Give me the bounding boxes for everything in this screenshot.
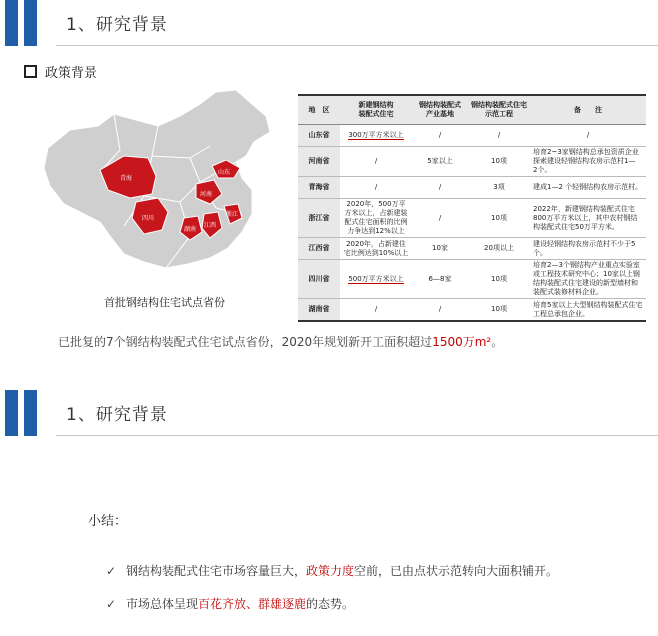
cell-demo-project: 10项	[468, 147, 530, 177]
table-row	[298, 260, 646, 299]
square-bullet-icon	[24, 65, 37, 78]
header-accent-bar	[24, 390, 37, 436]
underlined-value: 300万平方米以上	[348, 131, 404, 139]
china-map	[40, 86, 280, 276]
cell-notes: 培育5家以上大型钢结构装配式住宅工程总承包企业。	[530, 299, 646, 322]
header-region: 地 区	[298, 95, 340, 125]
header-new-housing: 新建钢结构 装配式住宅	[340, 95, 412, 125]
cell-new-housing: /	[340, 299, 412, 322]
slide-title: 1、研究背景	[66, 405, 168, 425]
cell-province: 湖南省	[298, 299, 340, 322]
header-divider	[56, 435, 658, 436]
header-notes: 备 注	[530, 95, 646, 125]
cell-province: 四川省	[298, 260, 340, 299]
map-label-qinghai: 青海	[120, 176, 133, 182]
table-header-row	[298, 95, 646, 125]
cell-province: 山东省	[298, 125, 340, 147]
bullet-text: 空前，已由点状示范转向大面积铺开。	[354, 564, 559, 578]
map-label-henan: 河南	[200, 192, 213, 198]
checkmark-icon: ✓	[106, 564, 117, 578]
summary-suffix: 。	[491, 335, 504, 349]
table-row	[298, 125, 646, 147]
policy-table	[298, 94, 646, 322]
cell-new-housing	[340, 260, 412, 299]
cell-demo-project: 3项	[468, 177, 530, 199]
cell-province: 浙江省	[298, 199, 340, 238]
cell-industry-base: 6—8家	[412, 260, 468, 299]
slide-2-header	[0, 390, 658, 436]
cell-new-housing	[340, 125, 412, 147]
header-demo-project: 钢结构装配式住宅 示范工程	[468, 95, 530, 125]
cell-notes: 建设轻钢结构农房示范村不少于5个。	[530, 238, 646, 260]
slide-title: 1、研究背景	[66, 15, 168, 35]
table-row	[298, 147, 646, 177]
map-label-sichuan: 四川	[142, 216, 155, 222]
header-industry-base: 钢结构装配式 产业基地	[412, 95, 468, 125]
bullet-text: 的态势。	[306, 597, 355, 611]
map-country-shape	[44, 90, 270, 268]
underlined-value: 500万平方米以上	[348, 274, 404, 283]
cell-province: 青海省	[298, 177, 340, 199]
header-accent-bar	[24, 0, 37, 46]
table-row	[298, 299, 646, 322]
table-row	[298, 199, 646, 238]
header-accent-bar	[5, 0, 18, 46]
cell-industry-base: /	[412, 125, 468, 147]
bullet-item	[106, 595, 354, 612]
table-row	[298, 177, 646, 199]
cell-industry-base: 10家	[412, 238, 468, 260]
table-row	[298, 238, 646, 260]
map-caption: 首批钢结构住宅试点省份	[104, 296, 225, 309]
cell-notes: 培育2—3个钢结构产业重点实验室或工程技术研究中心；10家以上钢结构装配式住宅建设的新型墙材和装配式装修材料企业。	[530, 260, 646, 299]
header-accent-bar	[5, 390, 18, 436]
bullet-item	[106, 562, 558, 579]
header-divider	[56, 45, 658, 46]
summary-heading: 小结：	[88, 514, 128, 529]
cell-new-housing: /	[340, 177, 412, 199]
cell-notes: 建成1—2 个轻钢结构农房示范村。	[530, 177, 646, 199]
map-label-shandong: 山东	[218, 170, 231, 176]
section-subtitle	[24, 62, 97, 81]
slide-1-header	[0, 0, 658, 46]
bullet-text: 市场总体呈现	[126, 597, 199, 611]
cell-demo-project: 20项以上	[468, 238, 530, 260]
cell-province: 江西省	[298, 238, 340, 260]
map-label-hunan: 湖南	[184, 227, 197, 233]
cell-demo-project: 10项	[468, 260, 530, 299]
cell-new-housing: 2020年，500万平方米以上，占新建装配式住宅面积的比例力争达到12%以上	[340, 199, 412, 238]
bullet-text: 钢结构装配式住宅市场容量巨大，	[126, 564, 307, 578]
cell-industry-base: 5家以上	[412, 147, 468, 177]
cell-industry-base: /	[412, 177, 468, 199]
summary-highlight: 1500万m²	[432, 335, 492, 349]
cell-notes: 2022年，新建钢结构装配式住宅800万平方米以上，其中农村钢结构装配式住宅50万平方米。	[530, 199, 646, 238]
map-label-jiangxi: 江西	[204, 223, 217, 229]
bullet-highlight: 百花齐放、群雄逐鹿	[198, 597, 307, 611]
cell-demo-project: /	[468, 125, 530, 147]
cell-demo-project: 10项	[468, 199, 530, 238]
bullet-highlight: 政策力度	[306, 564, 355, 578]
cell-new-housing: /	[340, 147, 412, 177]
cell-notes: 培育2~3家钢结构总承包资质企业 探索建设轻钢结构农房示范村1— 2个。	[530, 147, 646, 177]
checkmark-icon: ✓	[106, 597, 117, 611]
cell-new-housing: 2020年，占新建住宅比例达到10%以上	[340, 238, 412, 260]
cell-province: 河南省	[298, 147, 340, 177]
subtitle-text: 政策背景	[45, 66, 98, 81]
cell-notes: /	[530, 125, 646, 147]
cell-industry-base: /	[412, 199, 468, 238]
summary-prefix: 已批复的7个钢结构装配式住宅试点省份，2020年规划新开工面积超过	[58, 335, 433, 349]
cell-industry-base: /	[412, 299, 468, 322]
cell-demo-project: 10项	[468, 299, 530, 322]
summary-sentence	[58, 333, 503, 350]
map-label-zhejiang: 浙江	[226, 212, 239, 218]
